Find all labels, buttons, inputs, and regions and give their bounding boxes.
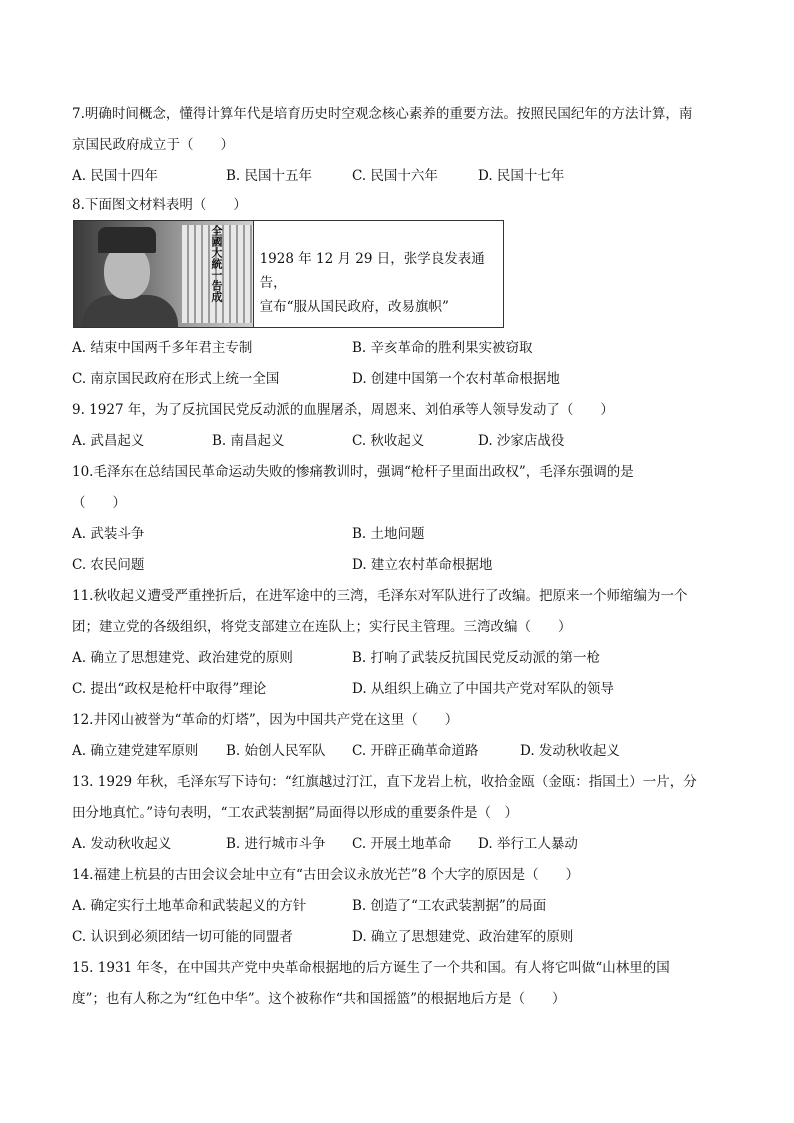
photo-figure-cap — [98, 227, 156, 253]
question-14-option-b: B. 创造了“工农武装割据”的局面 — [352, 898, 547, 914]
question-12-option-d: D. 发动秋收起义 — [520, 743, 620, 759]
figure-caption-line-2: 宣布“服从国民政府，改易旗帜” — [259, 299, 449, 315]
photo-figure-body — [82, 295, 178, 327]
question-12-option-a: A. 确立建党建军原则 — [72, 743, 199, 759]
question-7-stem-line-2: 京国民政府成立于（ ） — [72, 137, 234, 153]
question-13-stem-line-2: 田分地真忙。”诗句表明，“工农武装割据”局面得以形成的重要条件是（ ） — [72, 805, 518, 821]
question-8-option-d: D. 创建中国第一个农村革命根据地 — [352, 371, 560, 387]
question-8-option-c: C. 南京国民政府在形式上统一全国 — [72, 371, 280, 387]
question-9-option-c: C. 秋收起义 — [352, 433, 425, 449]
question-7-option-c: C. 民国十六年 — [352, 168, 438, 184]
question-13-option-a: A. 发动秋收起义 — [72, 836, 172, 852]
question-12-option-b: B. 始创人民军队 — [226, 743, 326, 759]
question-9-stem: 9. 1927 年，为了反抗国民党反动派的血腥屠杀，周恩来、刘伯承等人领导发动了（ ） — [72, 402, 614, 418]
question-15-stem-line-2: 度”；也有人称之为“红色中华”。这个被称作“共和国摇篮”的根据地后方是（ ） — [72, 991, 566, 1007]
question-10-stem-line-2: （ ） — [72, 495, 126, 511]
question-10-stem-line-1: 10.毛泽东在总结国民革命运动失败的惨痛教训时，强调“枪杆子里面出政权”，毛泽东强调的是 — [72, 464, 634, 480]
zhang-xueliang-photo — [74, 221, 254, 327]
question-9-option-d: D. 沙家店战役 — [478, 433, 565, 449]
question-9-option-a: A. 武昌起义 — [72, 433, 145, 449]
question-10-option-c: C. 农民问题 — [72, 557, 145, 573]
question-7-option-d: D. 民国十七年 — [478, 168, 565, 184]
figure-caption-line-1: 1928 年 12 月 29 日，张学良发表通告， — [259, 251, 485, 291]
question-10-option-a: A. 武装斗争 — [72, 526, 145, 542]
question-15-stem-line-1: 15. 1931 年冬，在中国共产党中央革命根据地的后方诞生了一个共和国。有人将它叫做“山林里的国 — [72, 960, 670, 976]
question-11-stem-line-1: 11.秋收起义遭受严重挫折后，在进军途中的三湾，毛泽东对军队进行了改编。把原来一个师缩编为一个 — [72, 588, 688, 604]
question-10-option-b: B. 土地问题 — [352, 526, 425, 542]
question-8-stem: 8.下面图文材料表明（ ） — [72, 197, 247, 213]
question-8-option-b: B. 辛亥革命的胜利果实被窃取 — [352, 340, 533, 356]
figure-caption — [254, 221, 503, 327]
question-8-option-a: A. 结束中国两千多年君主专制 — [72, 340, 253, 356]
question-7-option-a: A. 民国十四年 — [72, 168, 158, 184]
question-14-option-c: C. 认识到必须团结一切可能的同盟者 — [72, 929, 293, 945]
question-14-option-a: A. 确定实行土地革命和武装起义的方针 — [72, 898, 307, 914]
newspaper-headline: 全國大統一告成 — [210, 225, 223, 302]
question-13-option-d: D. 举行工人暴动 — [478, 836, 578, 852]
question-7-option-b: B. 民国十五年 — [226, 168, 313, 184]
question-13-option-c: C. 开展土地革命 — [352, 836, 452, 852]
question-12-stem: 12.井冈山被誉为“革命的灯塔”，因为中国共产党在这里（ ） — [72, 712, 459, 728]
question-11-option-d: D. 从组织上确立了中国共产党对军队的领导 — [352, 681, 614, 697]
question-11-option-b: B. 打响了武装反抗国民党反动派的第一枪 — [352, 650, 601, 666]
question-14-stem: 14.福建上杭县的古田会议会址中立有“古田会议永放光芒”8 个大字的原因是（ ） — [72, 867, 580, 883]
question-7-stem-line-1: 7.明确时间概念，懂得计算年代是培育历史时空观念核心素养的重要方法。按照民国纪年的方法计算，南 — [72, 106, 693, 122]
question-12-option-c: C. 开辟正确革命道路 — [352, 743, 479, 759]
question-13-stem-line-1: 13. 1929 年秋，毛泽东写下诗句：“红旗越过汀江，直下龙岩上杭，收拾金瓯（金瓯：指国土）一片，分 — [72, 774, 697, 790]
question-13-option-b: B. 进行城市斗争 — [226, 836, 326, 852]
question-10-option-d: D. 建立农村革命根据地 — [352, 557, 493, 573]
question-11-stem-line-2: 团；建立党的各级组织，将党支部建立在连队上；实行民主管理。三湾改编（ ） — [72, 619, 572, 635]
question-14-option-d: D. 确立了思想建党、政治建军的原则 — [352, 929, 574, 945]
question-11-option-c: C. 提出“政权是枪杆中取得”理论 — [72, 681, 267, 697]
question-8-figure — [73, 220, 504, 328]
question-11-option-a: A. 确立了思想建党、政治建党的原则 — [72, 650, 293, 666]
question-9-option-b: B. 南昌起义 — [212, 433, 285, 449]
